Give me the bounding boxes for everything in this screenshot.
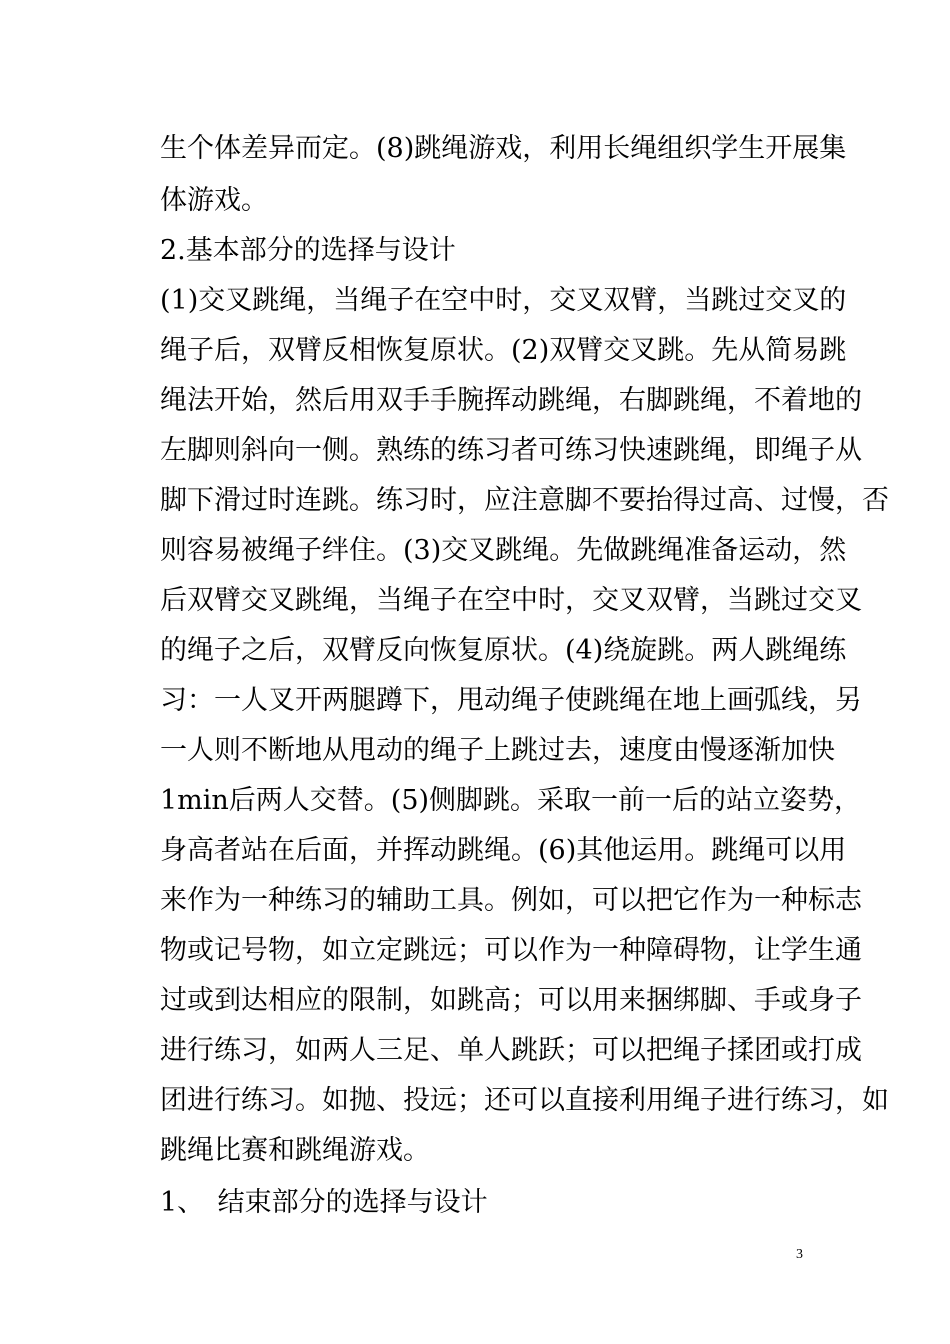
page-number: 3 bbox=[796, 1247, 803, 1262]
text-line: 过或到达相应的限制，如跳高；可以用来捆绑脚、手或身子 bbox=[160, 985, 862, 1016]
section-heading: 2.基本部分的选择与设计 bbox=[160, 235, 456, 266]
text-line: 一人则不断地从甩动的绳子上跳过去，速度由慢逐渐加快 bbox=[160, 735, 835, 766]
text-line: 团进行练习。如抛、投远；还可以直接利用绳子进行练习，如 bbox=[160, 1085, 889, 1116]
text-line: 习：一人叉开两腿蹲下，甩动绳子使跳绳在地上画弧线，另 bbox=[160, 685, 862, 716]
text-line: 则容易被绳子绊住。(3)交叉跳绳。先做跳绳准备运动，然 bbox=[160, 535, 847, 566]
section-heading: 1、 结束部分的选择与设计 bbox=[160, 1187, 488, 1218]
text-line: 左脚则斜向一侧。熟练的练习者可练习快速跳绳，即绳子从 bbox=[160, 435, 862, 466]
text-line: (1)交叉跳绳，当绳子在空中时，交叉双臂，当跳过交叉的 bbox=[160, 285, 847, 316]
text-line: 的绳子之后，双臂反向恢复原状。(4)绕旋跳。两人跳绳练 bbox=[160, 635, 847, 666]
text-line: 生个体差异而定。(8)跳绳游戏，利用长绳组织学生开展集 bbox=[160, 133, 847, 164]
text-line: 1min后两人交替。(5)侧脚跳。采取一前一后的站立姿势， bbox=[160, 785, 862, 816]
text-line: 后双臂交叉跳绳，当绳子在空中时，交叉双臂，当跳过交叉 bbox=[160, 585, 862, 616]
text-line: 绳子后，双臂反相恢复原状。(2)双臂交叉跳。先从简易跳 bbox=[160, 335, 847, 366]
text-line: 脚下滑过时连跳。练习时，应注意脚不要抬得过高、过慢，否 bbox=[160, 485, 889, 516]
text-line: 来作为一种练习的辅助工具。例如，可以把它作为一种标志 bbox=[160, 885, 862, 916]
text-line: 跳绳比赛和跳绳游戏。 bbox=[160, 1135, 430, 1166]
text-line: 物或记号物，如立定跳远；可以作为一种障碍物，让学生通 bbox=[160, 935, 862, 966]
text-line: 进行练习，如两人三足、单人跳跃；可以把绳子揉团或打成 bbox=[160, 1035, 862, 1066]
text-line: 体游戏。 bbox=[160, 185, 268, 216]
text-line: 身高者站在后面，并挥动跳绳。(6)其他运用。跳绳可以用 bbox=[160, 835, 847, 866]
text-line: 绳法开始，然后用双手手腕挥动跳绳，右脚跳绳，不着地的 bbox=[160, 385, 862, 416]
